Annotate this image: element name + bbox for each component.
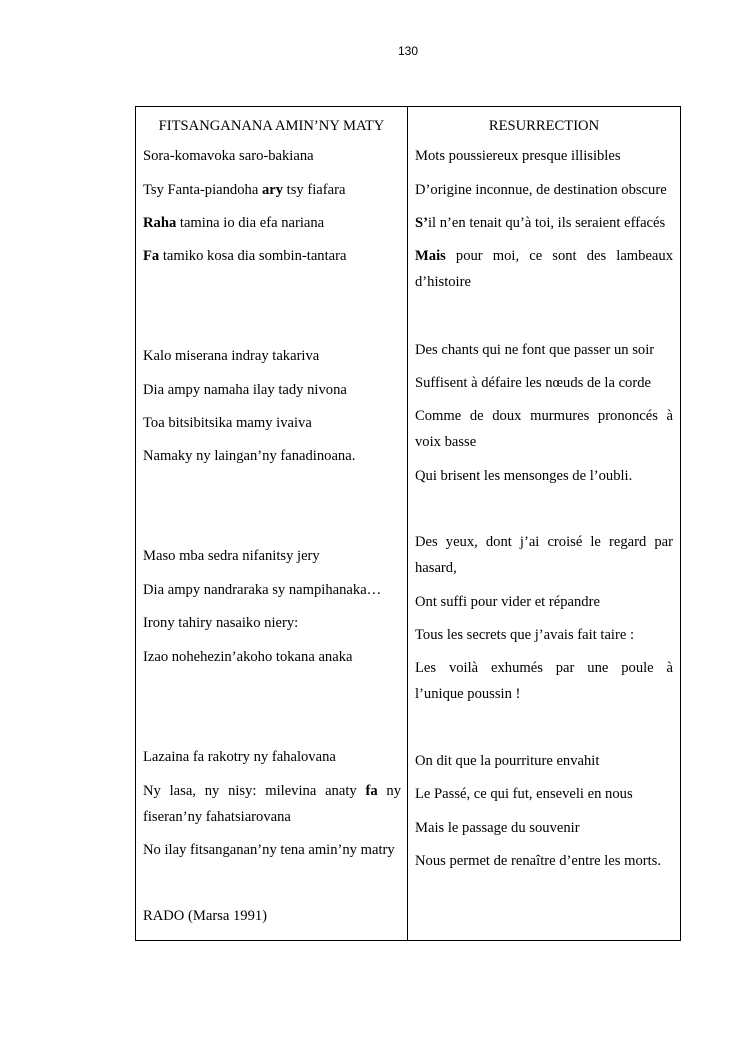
french-line: On dit que la pourriture envahit	[415, 753, 600, 769]
page-number: 130	[397, 44, 419, 58]
malagasy-line: Izao nohehezin’akoho tokana anaka	[143, 649, 353, 665]
french-title: RESURRECTION	[488, 118, 600, 134]
french-line: Tous les secrets que j’avais fait taire :	[415, 627, 635, 643]
french-line-continuation: l’unique poussin !	[415, 686, 521, 702]
malagasy-line: Lazaina fa rakotry ny fahalovana	[143, 749, 336, 765]
malagasy-line: Toa bitsibitsika mamy ivaiva	[143, 415, 312, 431]
poem-signature: RADO (Marsa 1991)	[143, 908, 268, 924]
malagasy-line: Sora-komavoka saro-bakiana	[143, 148, 314, 164]
malagasy-line: Dia ampy nandraraka sy nampihanaka…	[143, 582, 382, 598]
french-line: Nous permet de renaître d’entre les morts.	[415, 853, 661, 869]
malagasy-line: Dia ampy namaha ilay tady nivona	[143, 382, 347, 398]
french-line: Le Passé, ce qui fut, enseveli en nous	[415, 786, 633, 802]
poem-translation-table	[135, 106, 681, 941]
malagasy-line: Ny lasa, ny nisy: milevina anaty fa ny	[143, 783, 401, 799]
french-line: Ont suffi pour vider et répandre	[415, 594, 600, 610]
malagasy-column	[136, 107, 408, 940]
french-line-continuation: hasard,	[415, 560, 457, 576]
french-line: Des chants qui ne font que passer un soir	[415, 342, 655, 358]
french-line-continuation: d’histoire	[415, 274, 471, 290]
french-line: Comme de doux murmures prononcés à	[415, 408, 673, 424]
malagasy-line: Kalo miserana indray takariva	[143, 348, 320, 364]
malagasy-line-continuation: fiseran’ny fahatsiarovana	[143, 809, 291, 825]
malagasy-title: FITSANGANANA AMIN’NY MATY	[158, 118, 385, 134]
french-line: Mais le passage du souvenir	[415, 820, 580, 836]
french-line-continuation: voix basse	[415, 434, 477, 450]
french-line: Des yeux, dont j’ai croisé le regard par	[415, 534, 673, 550]
french-line: Mots poussiereux presque illisibles	[415, 148, 621, 164]
malagasy-line: Namaky ny laingan’ny fanadinoana.	[143, 448, 356, 464]
malagasy-line: Tsy Fanta-piandoha ary tsy fiafara	[143, 182, 346, 198]
french-line: Suffisent à défaire les nœuds de la corde	[415, 375, 651, 391]
french-line: Qui brisent les mensonges de l’oubli.	[415, 468, 633, 484]
malagasy-line: No ilay fitsanganan’ny tena amin’ny matry	[143, 842, 395, 858]
malagasy-line: Maso mba sedra nifanitsy jery	[143, 548, 320, 564]
french-line: Mais pour moi, ce sont des lambeaux	[415, 248, 673, 264]
french-line: Les voilà exhumés par une poule à	[415, 660, 673, 676]
french-line: D’origine inconnue, de destination obscure	[415, 182, 667, 198]
french-column	[408, 107, 680, 940]
malagasy-line: Fa tamiko kosa dia sombin-tantara	[143, 248, 347, 264]
french-line: S’il n’en tenait qu’à toi, ils seraient effacés	[415, 215, 666, 231]
malagasy-line: Raha tamina io dia efa nariana	[143, 215, 325, 231]
malagasy-line: Irony tahiry nasaiko niery:	[143, 615, 299, 631]
